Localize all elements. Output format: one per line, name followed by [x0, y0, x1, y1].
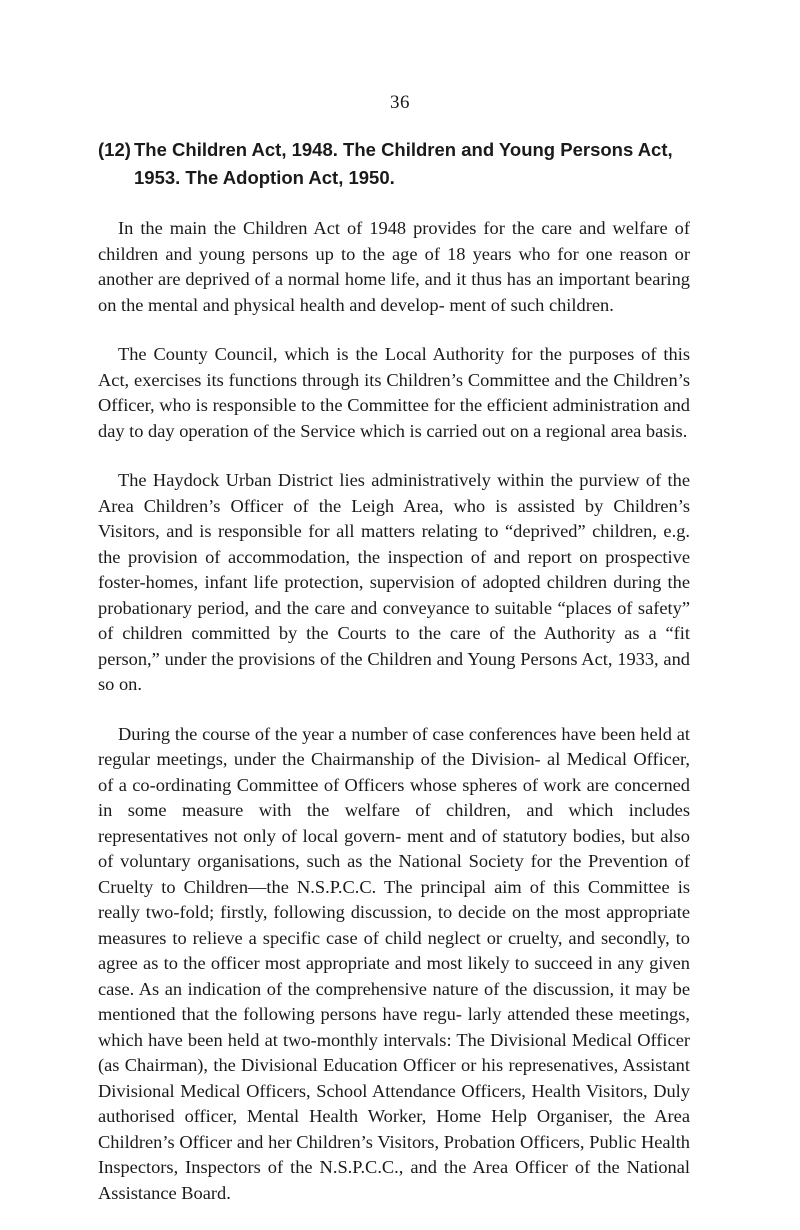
paragraph-county-council: The County Council, which is the Local Authority for the purposes of this Act, exercises its functions through its Children’s Committee and the Children’s Officer, who is responsible to the Committee for the efficient administration and day to day operation of the Service which is carried out on a regional area basis.: [98, 344, 690, 441]
paragraph-case-conferences: During the course of the year a number of case conferences have been held at regular meetings, under the Chairmanship of the Division- al Medical Officer, of a co-ordinating Committee of Officers whose spheres of work are concerned in some measure with the welfare of children, and which includes representatives not only of local govern- ment and of statutory bodies, but also of voluntary organisations, such as the National Society for the Prevention of Cruelty to Children—the N.S.P.C.C. The principal aim of this Committee is really two-fold; firstly, following discussion, to decide on the most appropriate measures to relieve a specific case of child neglect or cruelty, and secondly, to agree as to the officer most appropriate and most likely to succeed in any given case. As an indication of the comprehensive nature of the discussion, it may be mentioned that the following persons have regu- larly attended these meetings, which have been held at two-monthly intervals: The Divisional Medical Officer (as Chairman), the Divisional Education Officer or his represenatives, Assistant Divisional Medical Officers, School Attendance Officers, Health Visitors, Duly authorised officer, Mental Health Worker, Home Help Organiser, the Area Children’s Officer and her Children’s Visitors, Probation Officers, Public Health Inspectors, Inspectors of the N.S.P.C.C., and the Area Officer of the National Assistance Board.: [98, 723, 690, 1203]
section-title: The Children Act, 1948. The Children and Young Persons Act, 1953. The Adoption Act, 1950.: [134, 139, 673, 188]
paragraph-haydock-district: The Haydock Urban District lies administratively within the purview of the Area Children’s Officer of the Leigh Area, who is assisted by Children’s Visitors, and is responsible for all matters relating to “deprived” children, e.g. the provision of accommodation, the inspection of and report on prospective foster-homes, infant life protection, supervision of adopted children during the probationary period, and the care and conveyance to suitable “places of safety” of children committed by the Courts to the care of the Authority as a “fit person,” under the provisions of the Children and Young Persons Act, 1933, and so on.: [98, 470, 690, 694]
paragraph-children-act-overview: In the main the Children Act of 1948 provides for the care and welfare of children and young persons up to the age of 18 years who for one reason or another are deprived of a normal home life, and it thus has an important bearing on the mental and physical health and develop- ment of such children.: [98, 218, 690, 315]
page-number: 36: [390, 92, 410, 113]
section-heading: [98, 136, 690, 192]
page-content: [98, 136, 690, 1230]
section-number: (12): [98, 139, 131, 160]
